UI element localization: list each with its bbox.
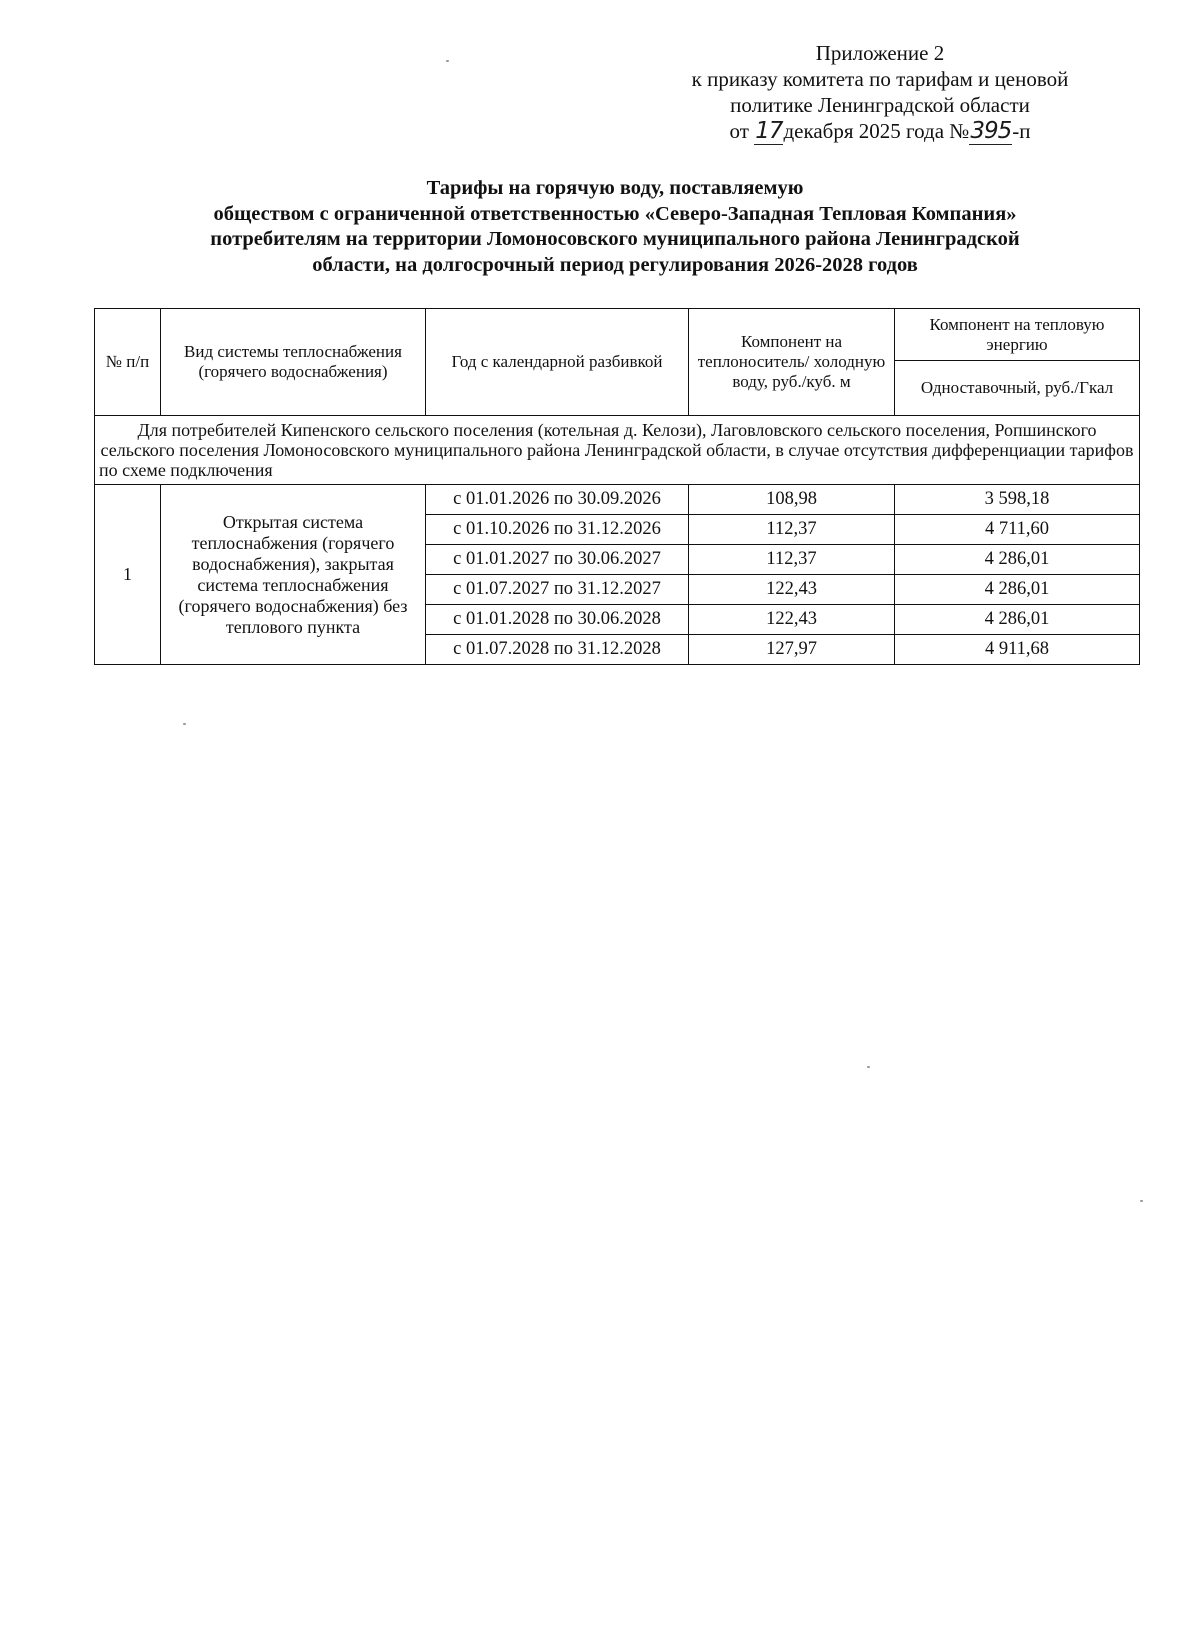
scan-speck bbox=[1140, 1200, 1143, 1202]
energy-cell: 4 711,60 bbox=[895, 515, 1140, 545]
header-row bbox=[95, 309, 1140, 361]
appendix-order-line: к приказу комитета по тарифам и ценовой bbox=[691, 67, 1069, 91]
period-cell: с 01.01.2026 по 30.09.2026 bbox=[426, 485, 689, 515]
energy-cell: 4 286,01 bbox=[895, 605, 1140, 635]
order-number-suffix: -п bbox=[1012, 119, 1031, 143]
header-num: № п/п bbox=[95, 309, 161, 416]
energy-cell: 3 598,18 bbox=[895, 485, 1140, 515]
handwritten-order-number: 395 bbox=[970, 118, 1012, 144]
header-energy: Компонент на тепловую энергию bbox=[895, 309, 1140, 361]
carrier-cell: 108,98 bbox=[689, 485, 895, 515]
period-cell: с 01.10.2026 по 31.12.2026 bbox=[426, 515, 689, 545]
date-prefix: от bbox=[729, 119, 749, 143]
title-line-4: области, на долгосрочный период регулирования 2026-2028 годов bbox=[312, 253, 918, 276]
row-number: 1 bbox=[95, 485, 161, 665]
title-line-1: Тарифы на горячую воду, поставляемую bbox=[426, 177, 804, 199]
carrier-cell: 112,37 bbox=[689, 515, 895, 545]
date-rest: декабря 2025 года № bbox=[783, 119, 970, 143]
handwritten-day: 17 bbox=[755, 118, 783, 144]
energy-cell: 4 286,01 bbox=[895, 545, 1140, 575]
appendix-committee-line: политике Ленинградской области bbox=[730, 93, 1030, 117]
appendix-date-line bbox=[620, 118, 1140, 144]
scan-speck bbox=[867, 1066, 870, 1068]
carrier-cell: 122,43 bbox=[689, 605, 895, 635]
period-cell: с 01.07.2027 по 31.12.2027 bbox=[426, 575, 689, 605]
group-row bbox=[95, 416, 1140, 485]
period-cell: с 01.01.2027 по 30.06.2027 bbox=[426, 545, 689, 575]
header-energy-single-rate: Одноставочный, руб./Гкал bbox=[895, 361, 1140, 416]
energy-cell: 4 286,01 bbox=[895, 575, 1140, 605]
appendix-header bbox=[620, 40, 1140, 144]
title-line-2: обществом с ограниченной ответственностью «Северо-Западная Тепловая Компания» bbox=[213, 202, 1017, 225]
header-system: Вид системы теплоснабжения (горячего водоснабжения) bbox=[161, 309, 426, 416]
table-row bbox=[95, 485, 1140, 515]
period-cell: с 01.01.2028 по 30.06.2028 bbox=[426, 605, 689, 635]
energy-cell: 4 911,68 bbox=[895, 635, 1140, 665]
period-cell: с 01.07.2028 по 31.12.2028 bbox=[426, 635, 689, 665]
title-line-3: потребителям на территории Ломоносовского муниципального района Ленинградской bbox=[210, 228, 1020, 250]
header-carrier: Компонент на теплоноситель/ холодную воду, руб./куб. м bbox=[689, 309, 895, 416]
document-title bbox=[90, 176, 1140, 278]
header-period: Год с календарной разбивкой bbox=[426, 309, 689, 416]
system-type: Открытая система теплоснабжения (горячего водоснабжения), закрытая система теплоснабжения (горячего водоснабжения) без теплового пункта bbox=[161, 485, 426, 665]
appendix-title: Приложение 2 bbox=[815, 41, 945, 65]
carrier-cell: 112,37 bbox=[689, 545, 895, 575]
consumer-group-label: Для потребителей Кипенского сельского поселения (котельная д. Келози), Лаговловского сельского поселения, Ропшинского сельского поселения Ломоносовского муниципального района Ленинградской области, в случае отсутствия дифференциации тарифов по схеме подключения bbox=[95, 416, 1140, 485]
scan-speck bbox=[446, 60, 449, 62]
scan-speck bbox=[183, 723, 186, 725]
carrier-cell: 122,43 bbox=[689, 575, 895, 605]
tariff-table bbox=[94, 308, 1140, 665]
carrier-cell: 127,97 bbox=[689, 635, 895, 665]
